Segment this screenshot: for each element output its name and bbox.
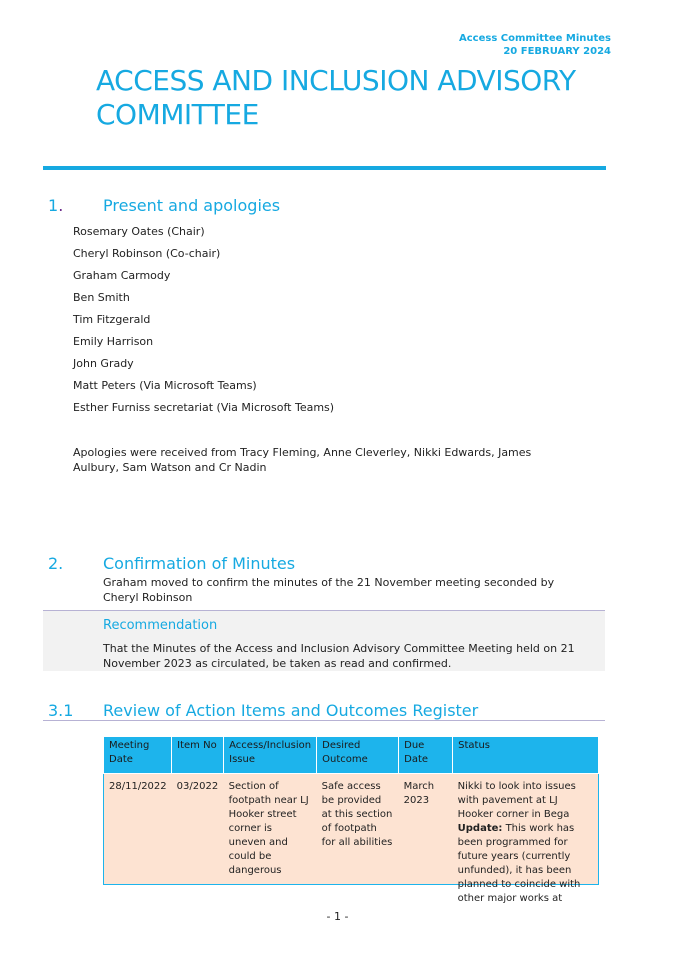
title-line-1: ACCESS AND INCLUSION ADVISORY — [96, 64, 576, 97]
title-divider — [43, 166, 606, 170]
recommendation-title: Recommendation — [103, 618, 218, 633]
attendee-item: Tim Fitzgerald — [73, 313, 151, 326]
cell-outcome — [317, 774, 399, 885]
cell-content: Safe access be provided at this section of footpath for all abilities — [321, 781, 393, 848]
status-text: Nikki to look into issues with pavement at LJ Hooker corner in Bega — [457, 781, 576, 820]
attendee-item: Ben Smith — [73, 291, 130, 304]
column-header: Status — [453, 737, 599, 774]
column-header: Meeting Date — [104, 737, 172, 774]
cell-status — [453, 774, 599, 904]
action-items-table — [103, 736, 599, 904]
attendee-item: Esther Furniss secretariat (Via Microsoft Teams) — [73, 401, 335, 414]
attendee-item: Cheryl Robinson (Co-chair) — [73, 247, 221, 260]
recommendation-text: That the Minutes of the Access and Inclusion Advisory Committee Meeting held on 21 November 2023 as circulated, be taken as read and confirmed. — [103, 642, 575, 670]
section-1-number-text: 1 — [48, 196, 59, 215]
status-update — [458, 822, 593, 906]
attendee-item: Rosemary Oates (Chair) — [73, 225, 205, 238]
section-1-number-dot: . — [58, 196, 64, 215]
status-update-text: This work has been programmed for future years (currently unfunded), it has been planned to coincide with other major works at — [457, 823, 581, 904]
section-3-1-rule — [43, 720, 605, 721]
apologies-paragraph: Apologies were received from Tracy Fleming, Anne Cleverley, Nikki Edwards, James Aulbury, Sam Watson and Cr Nadin — [73, 446, 532, 474]
cell-due-date — [399, 774, 453, 885]
column-header: Access/Inclusion Issue — [224, 737, 317, 774]
cell-content: Section of footpath near LJ Hooker street corner is uneven and could be dangerous — [228, 781, 309, 876]
cell-content: 03/2022 — [176, 781, 219, 792]
document-header — [459, 32, 611, 58]
attendee-item: John Grady — [73, 357, 134, 370]
table-row — [104, 774, 599, 885]
cell-content: March 2023 — [403, 781, 435, 806]
attendee-item: Matt Peters (Via Microsoft Teams) — [73, 379, 257, 392]
title-line-2: COMMITTEE — [96, 98, 259, 131]
cell-meeting-date — [104, 774, 172, 885]
section-1-title: Present and apologies — [103, 196, 281, 215]
cell-item-no — [172, 774, 224, 885]
cell-content — [457, 780, 593, 904]
column-header: Due Date — [399, 737, 453, 774]
table-header-row — [104, 737, 599, 774]
section-3-1-number: 3.1 — [48, 701, 74, 720]
confirmation-paragraph: Graham moved to confirm the minutes of the 21 November meeting seconded by Cheryl Robinson — [103, 576, 555, 604]
attendee-item: Emily Harrison — [73, 335, 154, 348]
column-header: Item No — [172, 737, 224, 774]
cell-content: 28/11/2022 — [109, 781, 167, 792]
attendee-item: Graham Carmody — [73, 269, 171, 282]
section-2-number: 2. — [48, 554, 64, 573]
cell-issue — [224, 774, 317, 885]
document-title — [96, 64, 596, 132]
section-3-1-title: Review of Action Items and Outcomes Register — [103, 701, 479, 720]
status-update-label: Update: — [457, 823, 503, 834]
section-1-number — [48, 196, 63, 215]
column-header: Desired Outcome — [317, 737, 399, 774]
section-2-title: Confirmation of Minutes — [103, 554, 296, 573]
page-number: - 1 - — [326, 910, 349, 923]
header-doc-label: Access Committee Minutes — [459, 33, 611, 44]
header-date: 20 FEBRUARY 2024 — [503, 46, 611, 57]
